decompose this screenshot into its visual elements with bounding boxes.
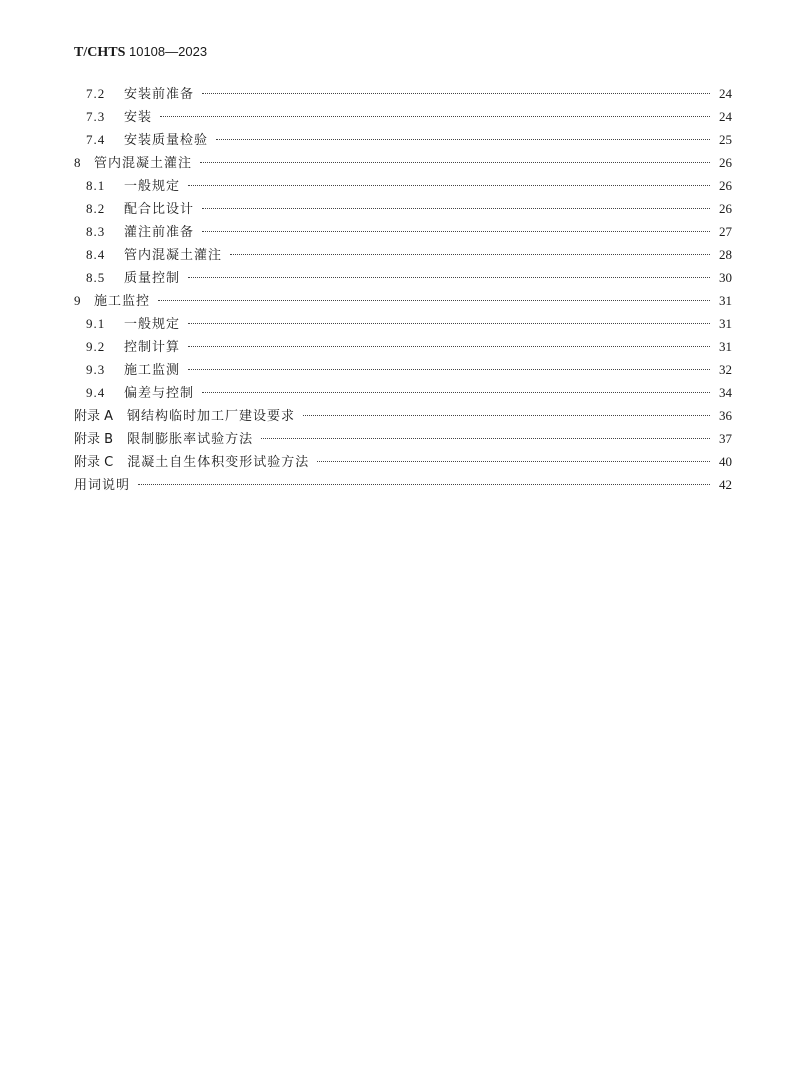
toc-entry-number: 附录 C xyxy=(74,455,114,470)
toc-entry-page-number: 26 xyxy=(719,201,732,216)
dot-leader xyxy=(188,323,710,324)
toc-entry-title: 混凝土自生体积变形试验方法 xyxy=(127,455,310,470)
toc-entry-page-number: 31 xyxy=(719,316,732,331)
toc-entry-number: 附录 B xyxy=(74,432,114,447)
toc-entry-title: 安装前准备 xyxy=(124,87,195,102)
toc-entry-number: 8 xyxy=(74,155,82,170)
toc-entry-page-number: 28 xyxy=(719,247,732,262)
toc-entry-number: 8.1 xyxy=(86,178,106,193)
dot-leader xyxy=(188,346,710,347)
toc-entry-page-number: 26 xyxy=(719,178,732,193)
toc-entry-title: 配合比设计 xyxy=(124,202,195,217)
toc-entry[interactable] xyxy=(74,428,732,451)
toc-entry-page-number: 37 xyxy=(719,431,732,446)
toc-entry-page-number: 34 xyxy=(719,385,732,400)
toc-entry-number: 8.3 xyxy=(86,224,106,239)
toc-entry-number: 9.3 xyxy=(86,362,106,377)
toc-entry-title: 安装 xyxy=(124,110,153,125)
toc-entry-page-number: 24 xyxy=(719,109,732,124)
toc-entry-number: 7.4 xyxy=(86,132,106,147)
dot-leader xyxy=(158,300,710,301)
toc-entry-page-number: 25 xyxy=(719,132,732,147)
toc-entry-title: 限制膨胀率试验方法 xyxy=(127,432,254,447)
dot-leader xyxy=(261,438,710,439)
toc-entry-title: 施工监测 xyxy=(124,363,181,378)
toc-entry-title: 偏差与控制 xyxy=(124,386,195,401)
toc-entry-number: 9 xyxy=(74,293,82,308)
toc-entry[interactable] xyxy=(74,221,732,244)
dot-leader xyxy=(303,415,710,416)
dot-leader xyxy=(230,254,710,255)
dot-leader xyxy=(188,369,710,370)
page-header xyxy=(74,44,207,61)
toc-entry-page-number: 24 xyxy=(719,86,732,101)
toc-entry-page-number: 40 xyxy=(719,454,732,469)
toc-entry-title: 质量控制 xyxy=(124,271,181,286)
toc-entry-title: 控制计算 xyxy=(124,340,181,355)
toc-entry[interactable] xyxy=(74,382,732,405)
toc-entry-title: 施工监控 xyxy=(94,294,151,309)
toc-entry-title: 一般规定 xyxy=(124,179,181,194)
standard-code: T/CHTS xyxy=(74,45,126,60)
toc-entry[interactable] xyxy=(74,175,732,198)
toc-entry-page-number: 27 xyxy=(719,224,732,239)
dot-leader xyxy=(202,392,710,393)
dot-leader xyxy=(202,231,710,232)
dot-leader xyxy=(200,162,710,163)
toc-entry-number: 9.4 xyxy=(86,385,106,400)
toc-entry-number: 8.5 xyxy=(86,270,106,285)
toc-entry-number: 9.1 xyxy=(86,316,106,331)
standard-number: 10108—2023 xyxy=(128,44,208,59)
toc-entry-page-number: 26 xyxy=(719,155,732,170)
dot-leader xyxy=(188,277,710,278)
toc-entry-page-number: 31 xyxy=(719,339,732,354)
toc-entry-title: 一般规定 xyxy=(124,317,181,332)
toc-entry-number: 8.4 xyxy=(86,247,106,262)
toc-entry-title: 钢结构临时加工厂建设要求 xyxy=(127,409,296,424)
toc-entry-page-number: 42 xyxy=(719,477,732,492)
dot-leader xyxy=(317,461,710,462)
toc-entry-number: 7.2 xyxy=(86,86,106,101)
dot-leader xyxy=(188,185,710,186)
toc-entry-title: 用词说明 xyxy=(74,478,131,493)
toc-entry[interactable] xyxy=(74,336,732,359)
dot-leader xyxy=(138,484,710,485)
dot-leader xyxy=(202,93,710,94)
toc-entry[interactable] xyxy=(74,106,732,129)
toc-entry-title: 管内混凝土灌注 xyxy=(94,156,193,171)
toc-entry-number: 8.2 xyxy=(86,201,106,216)
toc-entry[interactable] xyxy=(74,129,732,152)
toc-entry-title: 管内混凝土灌注 xyxy=(124,248,223,263)
toc-entry-page-number: 31 xyxy=(719,293,732,308)
toc-entry[interactable] xyxy=(74,267,732,290)
dot-leader xyxy=(202,208,710,209)
toc-entry[interactable] xyxy=(74,198,732,221)
toc-entry[interactable] xyxy=(74,451,732,474)
toc-entry-page-number: 30 xyxy=(719,270,732,285)
toc-entry[interactable] xyxy=(74,405,732,428)
toc-entry-title: 安装质量检验 xyxy=(124,133,209,148)
toc-entry[interactable] xyxy=(74,359,732,382)
toc-entry-page-number: 36 xyxy=(719,408,732,423)
toc-entry[interactable] xyxy=(74,244,732,267)
dot-leader xyxy=(160,116,710,117)
toc-entry[interactable] xyxy=(74,474,732,497)
toc-entry-number: 9.2 xyxy=(86,339,106,354)
table-of-contents xyxy=(74,83,732,497)
toc-entry[interactable] xyxy=(74,83,732,106)
toc-entry-title: 灌注前准备 xyxy=(124,225,195,240)
toc-entry[interactable] xyxy=(74,290,732,313)
dot-leader xyxy=(216,139,710,140)
toc-entry-number: 附录 A xyxy=(74,409,114,424)
toc-entry[interactable] xyxy=(74,313,732,336)
toc-entry-number: 7.3 xyxy=(86,109,106,124)
toc-entry[interactable] xyxy=(74,152,732,175)
toc-entry-page-number: 32 xyxy=(719,362,732,377)
